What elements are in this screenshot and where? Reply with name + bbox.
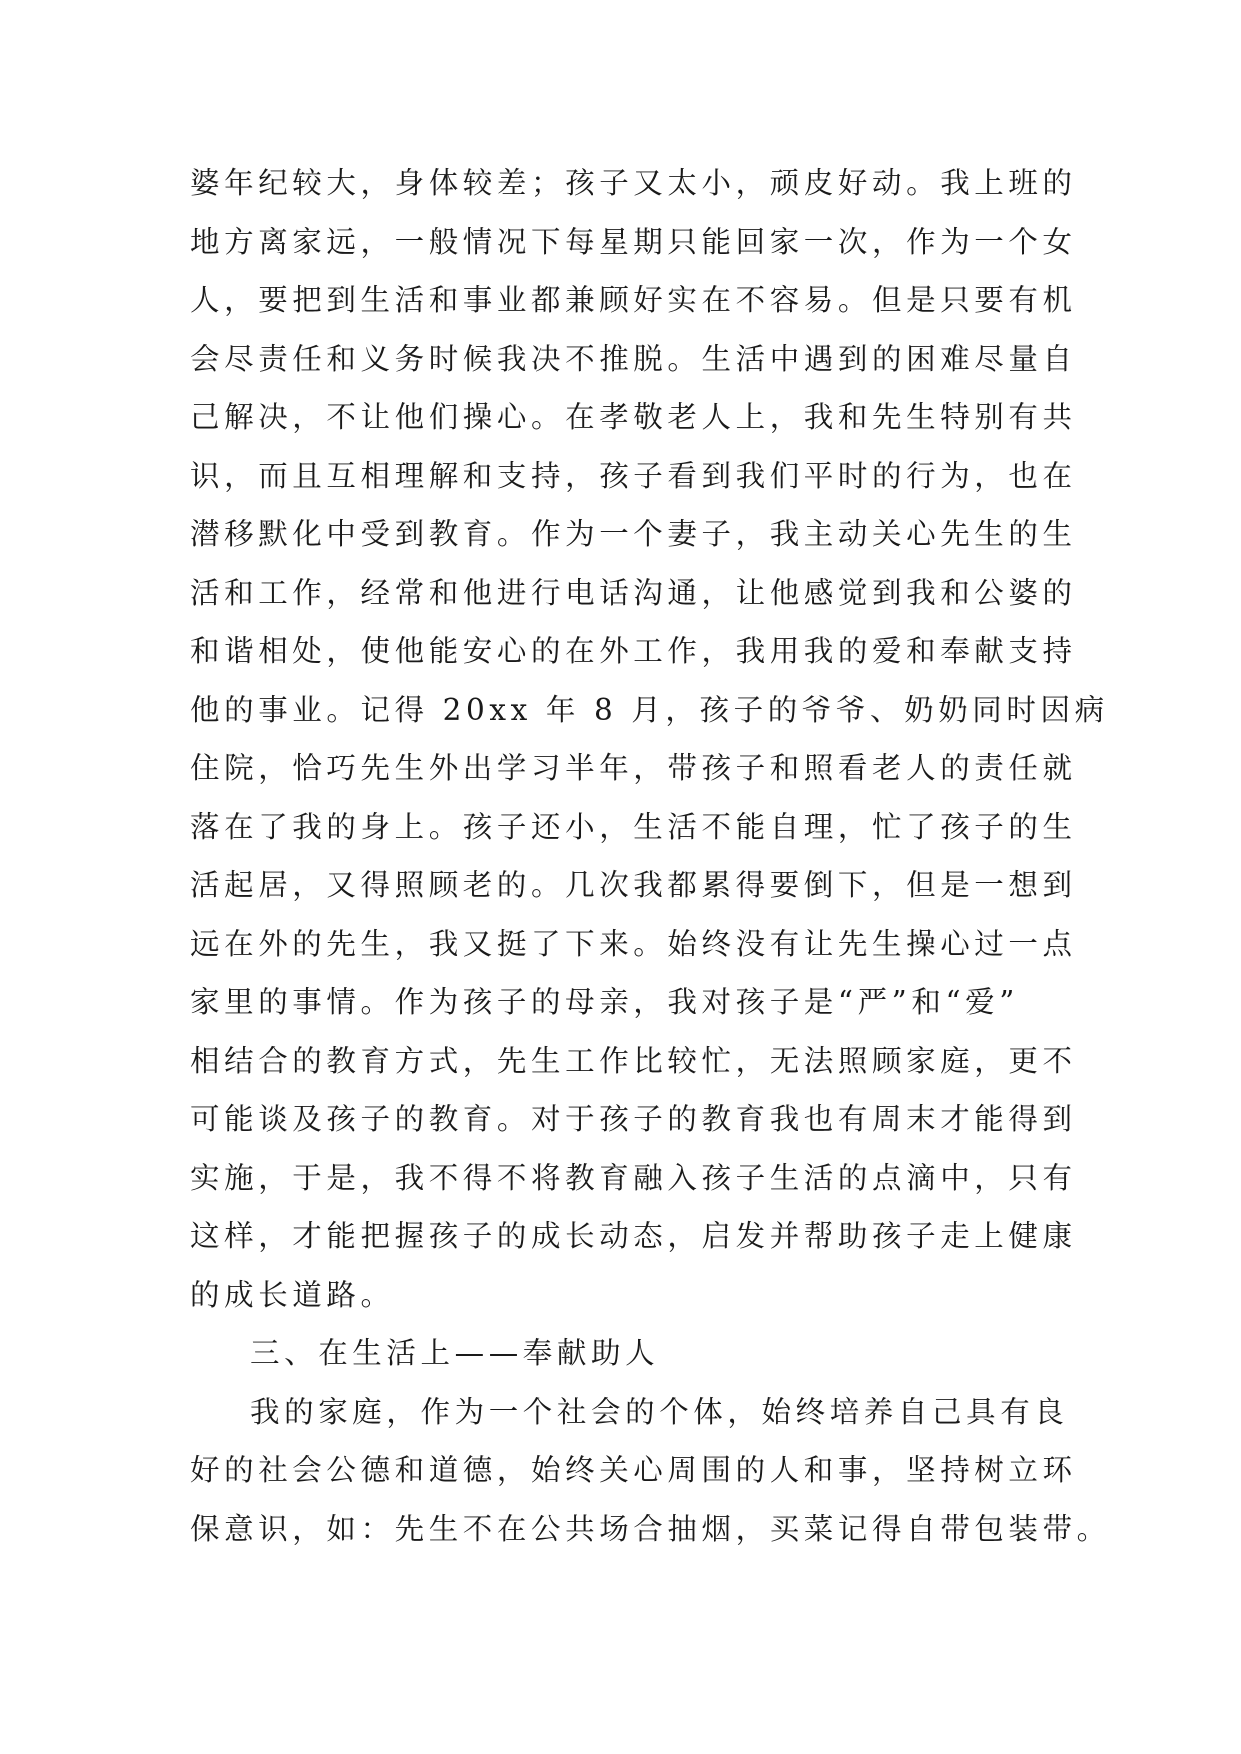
- text-line: 落在了我的身上。孩子还小，生活不能自理，忙了孩子的生: [190, 809, 1077, 844]
- paragraph-start-line: 我的家庭，作为一个社会的个体，始终培养自己具有良: [250, 1394, 1069, 1429]
- text-line: 活起居，又得照顾老的。几次我都累得要倒下，但是一想到: [190, 868, 1077, 902]
- paragraph-start-line: 三、在生活上——奉献助人: [250, 1336, 660, 1370]
- text-line: 会尽责任和义务时候我决不推脱。生活中遇到的困难尽量自: [190, 341, 1077, 376]
- text-line: 潜移默化中受到教育。作为一个妻子，我主动关心先生的生: [190, 517, 1077, 551]
- text-line: 婆年纪较大，身体较差；孩子又太小，顽皮好动。我上班的: [190, 166, 1077, 200]
- text-line: 他的事业。记得 20xx 年 8 月，孩子的爷爷、奶奶同时因病: [190, 692, 1109, 727]
- text-line: 相结合的教育方式，先生工作比较忙，无法照顾家庭，更不: [190, 1043, 1077, 1078]
- text-line: 己解决，不让他们操心。在孝敬老人上，我和先生特别有共: [190, 400, 1077, 434]
- text-line: 远在外的先生，我又挺了下来。始终没有让先生操心过一点: [190, 926, 1077, 961]
- text-line: 和谐相处，使他能安心的在外工作，我用我的爱和奉献支持: [190, 634, 1077, 668]
- text-line: 识，而且互相理解和支持，孩子看到我们平时的行为，也在: [190, 458, 1077, 493]
- text-line: 人，要把到生活和事业都兼顾好实在不容易。但是只要有机: [190, 283, 1077, 317]
- text-line: 地方离家远，一般情况下每星期只能回家一次，作为一个女: [190, 224, 1077, 259]
- text-line: 家里的事情。作为孩子的母亲，我对孩子是“严”和“爱”: [190, 985, 1019, 1019]
- text-line: 保意识，如：先生不在公共场合抽烟，买菜记得自带包装带。: [190, 1511, 1111, 1546]
- text-line: 的成长道路。: [190, 1277, 395, 1312]
- text-line: 好的社会公德和道德，始终关心周围的人和事，坚持树立环: [190, 1453, 1077, 1487]
- text-line: 活和工作，经常和他进行电话沟通，让他感觉到我和公婆的: [190, 575, 1077, 610]
- text-line: 住院，恰巧先生外出学习半年，带孩子和照看老人的责任就: [190, 751, 1077, 785]
- text-line: 实施，于是，我不得不将教育融入孩子生活的点滴中，只有: [190, 1160, 1077, 1195]
- document-page: [190, 154, 1111, 1558]
- text-line: 可能谈及孩子的教育。对于孩子的教育我也有周末才能得到: [190, 1102, 1077, 1136]
- text-line: 这样，才能把握孩子的成长动态，启发并帮助孩子走上健康: [190, 1219, 1077, 1253]
